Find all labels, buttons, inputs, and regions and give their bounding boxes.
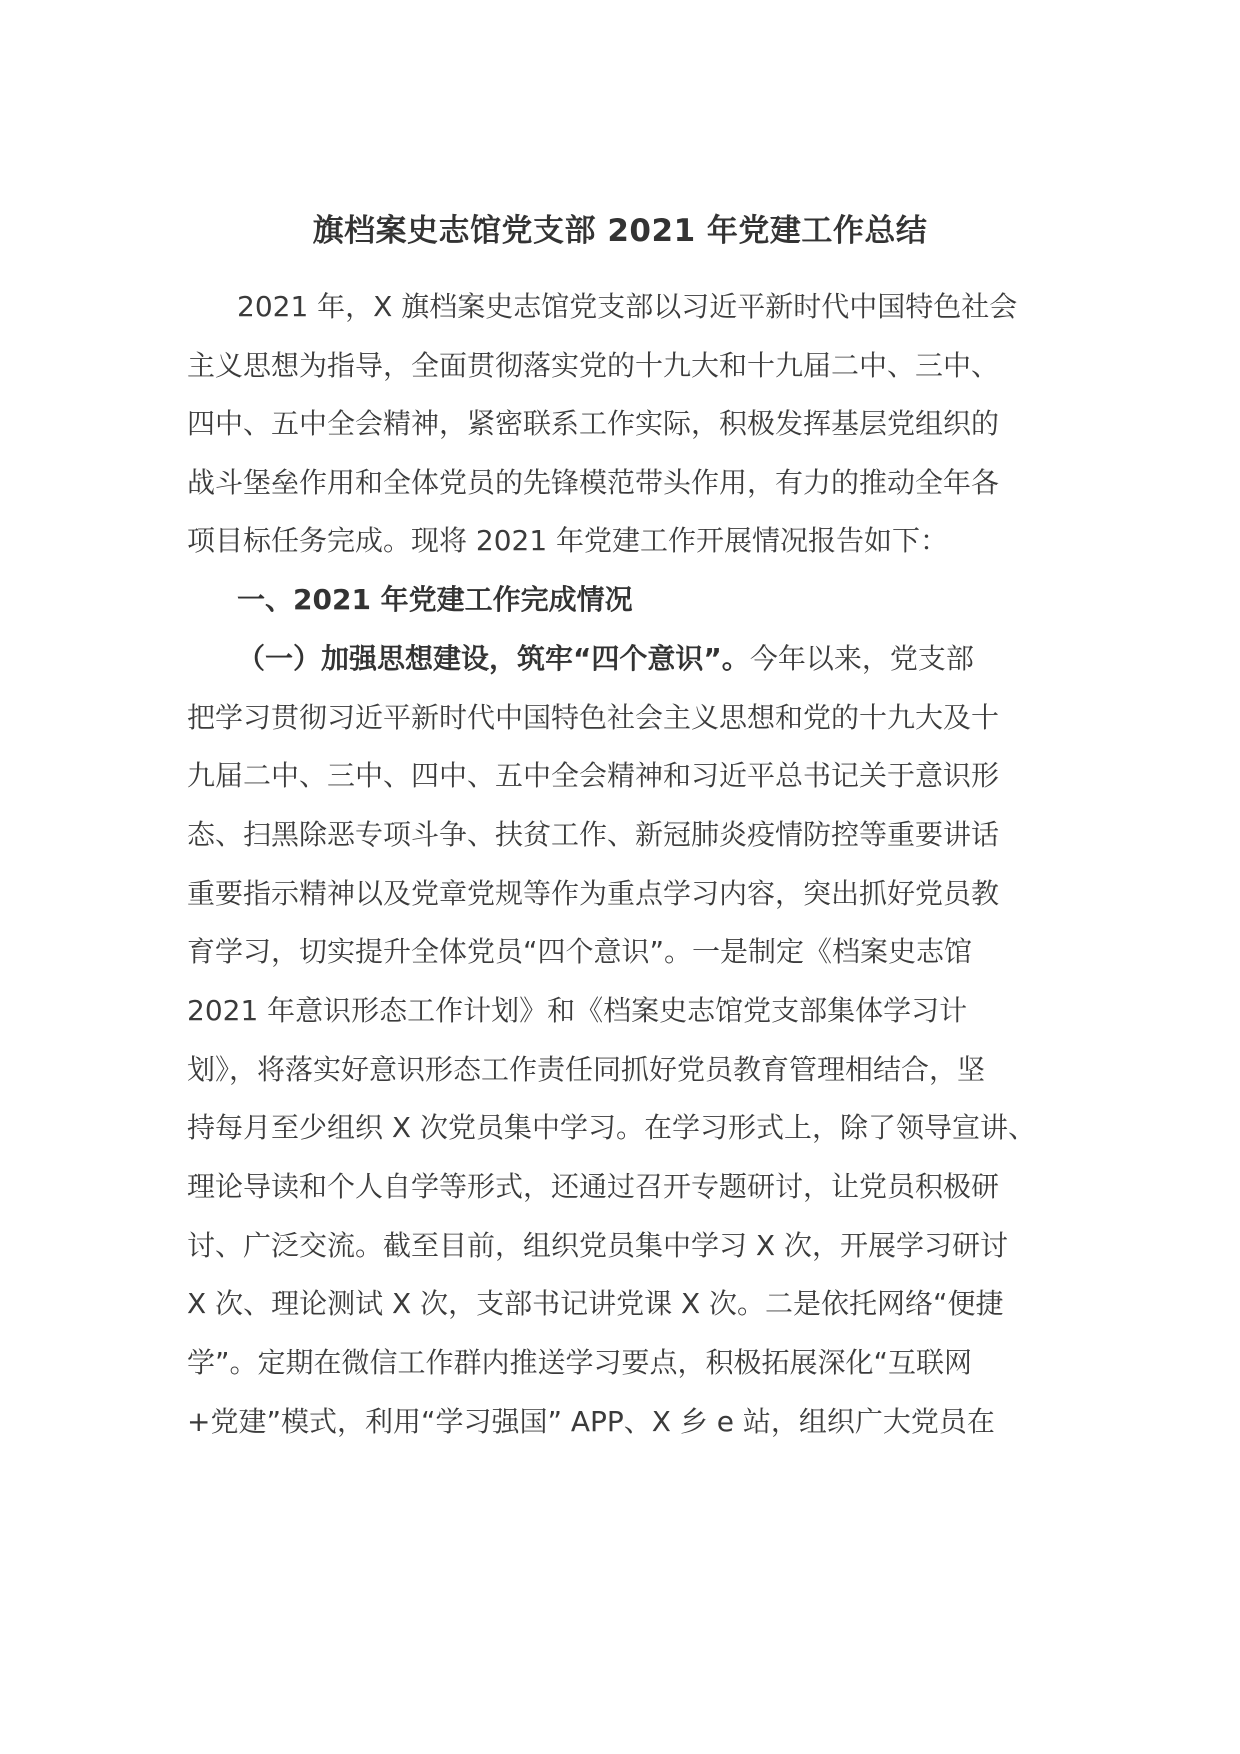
- body-line: 九届二中、三中、四中、五中全会精神和习近平总书记关于意识形: [187, 759, 1000, 792]
- subsection-first-line: [237, 639, 974, 679]
- body-line: X 次、理论测试 X 次，支部书记讲党课 X 次。二是依托网络“便捷: [187, 1287, 1004, 1320]
- body-line: 2021 年意识形态工作计划》和《档案史志馆党支部集体学习计: [187, 994, 968, 1027]
- subsection-lead-text: 今年以来，党支部: [749, 642, 974, 675]
- body-line: 育学习，切实提升全体党员“四个意识”。一是制定《档案史志馆: [187, 935, 973, 968]
- body-line: 重要指示精神以及党章党规等作为重点学习内容，突出抓好党员教: [187, 877, 1000, 910]
- body-line: 态、扫黑除恶专项斗争、扶贫工作、新冠肺炎疫情防控等重要讲话: [187, 818, 1000, 851]
- document-title: 旗档案史志馆党支部 2021 年党建工作总结: [312, 213, 928, 249]
- body-line: 划》，将落实好意识形态工作责任同抓好党员教育管理相结合，坚: [187, 1053, 986, 1086]
- intro-line: 四中、五中全会精神，紧密联系工作实际，积极发挥基层党组织的: [187, 407, 1000, 440]
- body-line: 把学习贯彻习近平新时代中国特色社会主义思想和党的十九大及十: [187, 701, 1000, 734]
- intro-line: 主义思想为指导，全面贯彻落实党的十九大和十九届二中、三中、: [187, 349, 1000, 382]
- body-line: 理论导读和个人自学等形式，还通过召开专题研讨，让党员积极研: [187, 1170, 1000, 1203]
- body-line: 持每月至少组织 X 次党员集中学习。在学习形式上，除了领导宣讲、: [187, 1111, 1036, 1144]
- section-heading: 一、2021 年党建工作完成情况: [237, 583, 633, 616]
- intro-line: 战斗堡垒作用和全体党员的先锋模范带头作用，有力的推动全年各: [187, 466, 1000, 499]
- body-line: 讨、广泛交流。截至目前，组织党员集中学习 X 次，开展学习研讨: [187, 1229, 1008, 1262]
- intro-line: 项目标任务完成。现将 2021 年党建工作开展情况报告如下：: [187, 524, 949, 557]
- intro-line: 2021 年，X 旗档案史志馆党支部以习近平新时代中国特色社会: [237, 290, 1018, 323]
- body-line: +党建”模式，利用“学习强国” APP、X 乡 e 站，组织广大党员在: [187, 1405, 995, 1438]
- body-line: 学”。定期在微信工作群内推送学习要点，积极拓展深化“互联网: [187, 1346, 973, 1379]
- subsection-heading: （一）加强思想建设，筑牢“四个意识”。: [237, 642, 750, 675]
